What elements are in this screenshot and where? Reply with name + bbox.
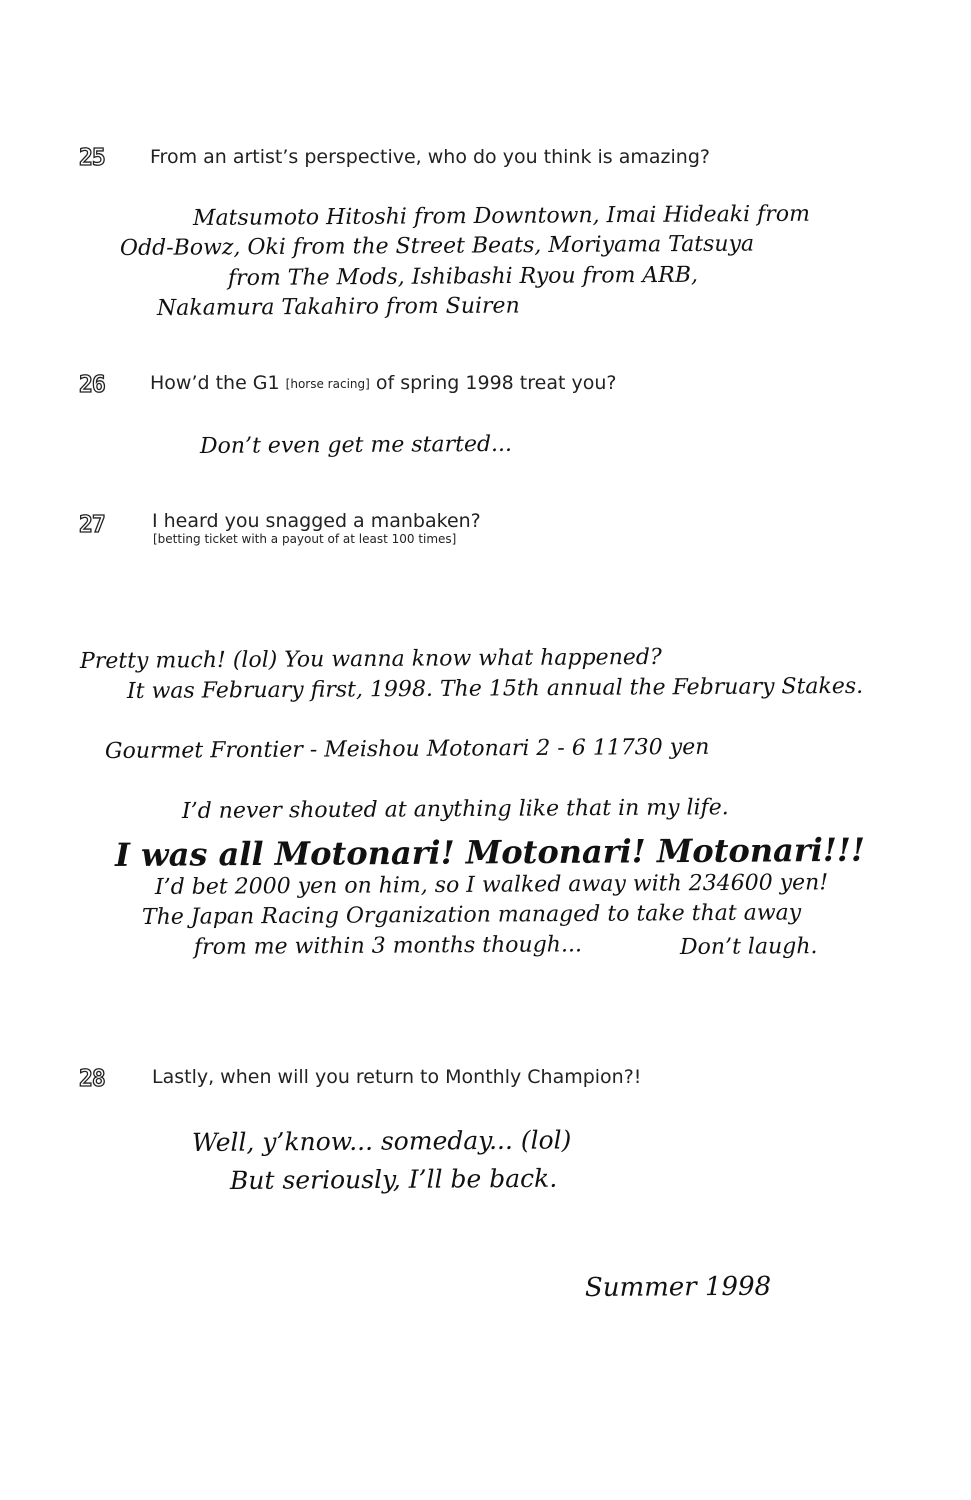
answer-line: Gourmet Frontier - Meishou Motonari 2 - 6 11730 yen	[104, 734, 710, 764]
answer-line: But seriously, I’ll be back.	[229, 1163, 558, 1195]
question-number: 26	[79, 372, 105, 398]
answer-line: Pretty much! (lol) You wanna know what happened?	[79, 644, 662, 674]
answer-line: Matsumoto Hitoshi from Downtown, Imai Hideaki from	[192, 201, 810, 231]
answer-line: Well, y’know... someday... (lol)	[191, 1125, 572, 1157]
answer-line: It was February first, 1998. The 15th annual the February Stakes.	[126, 673, 864, 704]
answer-line: Nakamura Takahiro from Suiren	[156, 293, 520, 321]
question-text: From an artist’s perspective, who do you think is amazing?	[150, 146, 710, 168]
question-text-after: of spring 1998 treat you?	[375, 372, 617, 394]
answer-line: from The Mods, Ishibashi Ryou from ARB,	[227, 262, 699, 291]
answer-line: Odd-Bowz, Oki from the Street Beats, Moriyama Tatsuya	[119, 231, 755, 261]
question-number: 27	[79, 512, 105, 538]
question-text	[150, 373, 616, 394]
answer-line-emphasis: I was all Motonari! Motonari! Motonari!!!	[114, 830, 866, 874]
answer-line: Don’t laugh.	[679, 934, 818, 960]
question-bracket-note: [horse racing]	[285, 377, 370, 391]
answer-line: I’d bet 2000 yen on him, so I walked away with 234600 yen!	[154, 870, 829, 900]
answer-line: Don’t even get me started...	[199, 431, 513, 459]
signature: Summer 1998	[584, 1271, 772, 1303]
answer-line: I’d never shouted at anything like that in my life.	[181, 795, 729, 824]
question-text-before: How’d the G1	[150, 372, 280, 394]
question-number: 25	[79, 145, 105, 171]
question-number: 28	[79, 1066, 105, 1092]
question-text: Lastly, when will you return to Monthly Champion?!	[152, 1066, 642, 1088]
answer-line: The Japan Racing Organization managed to take that away	[141, 900, 802, 930]
answer-line: from me within 3 months though...	[193, 932, 582, 960]
question-note: [betting ticket with a payout of at least 100 times]	[153, 532, 457, 546]
question-text: I heard you snagged a manbaken?	[152, 510, 481, 532]
